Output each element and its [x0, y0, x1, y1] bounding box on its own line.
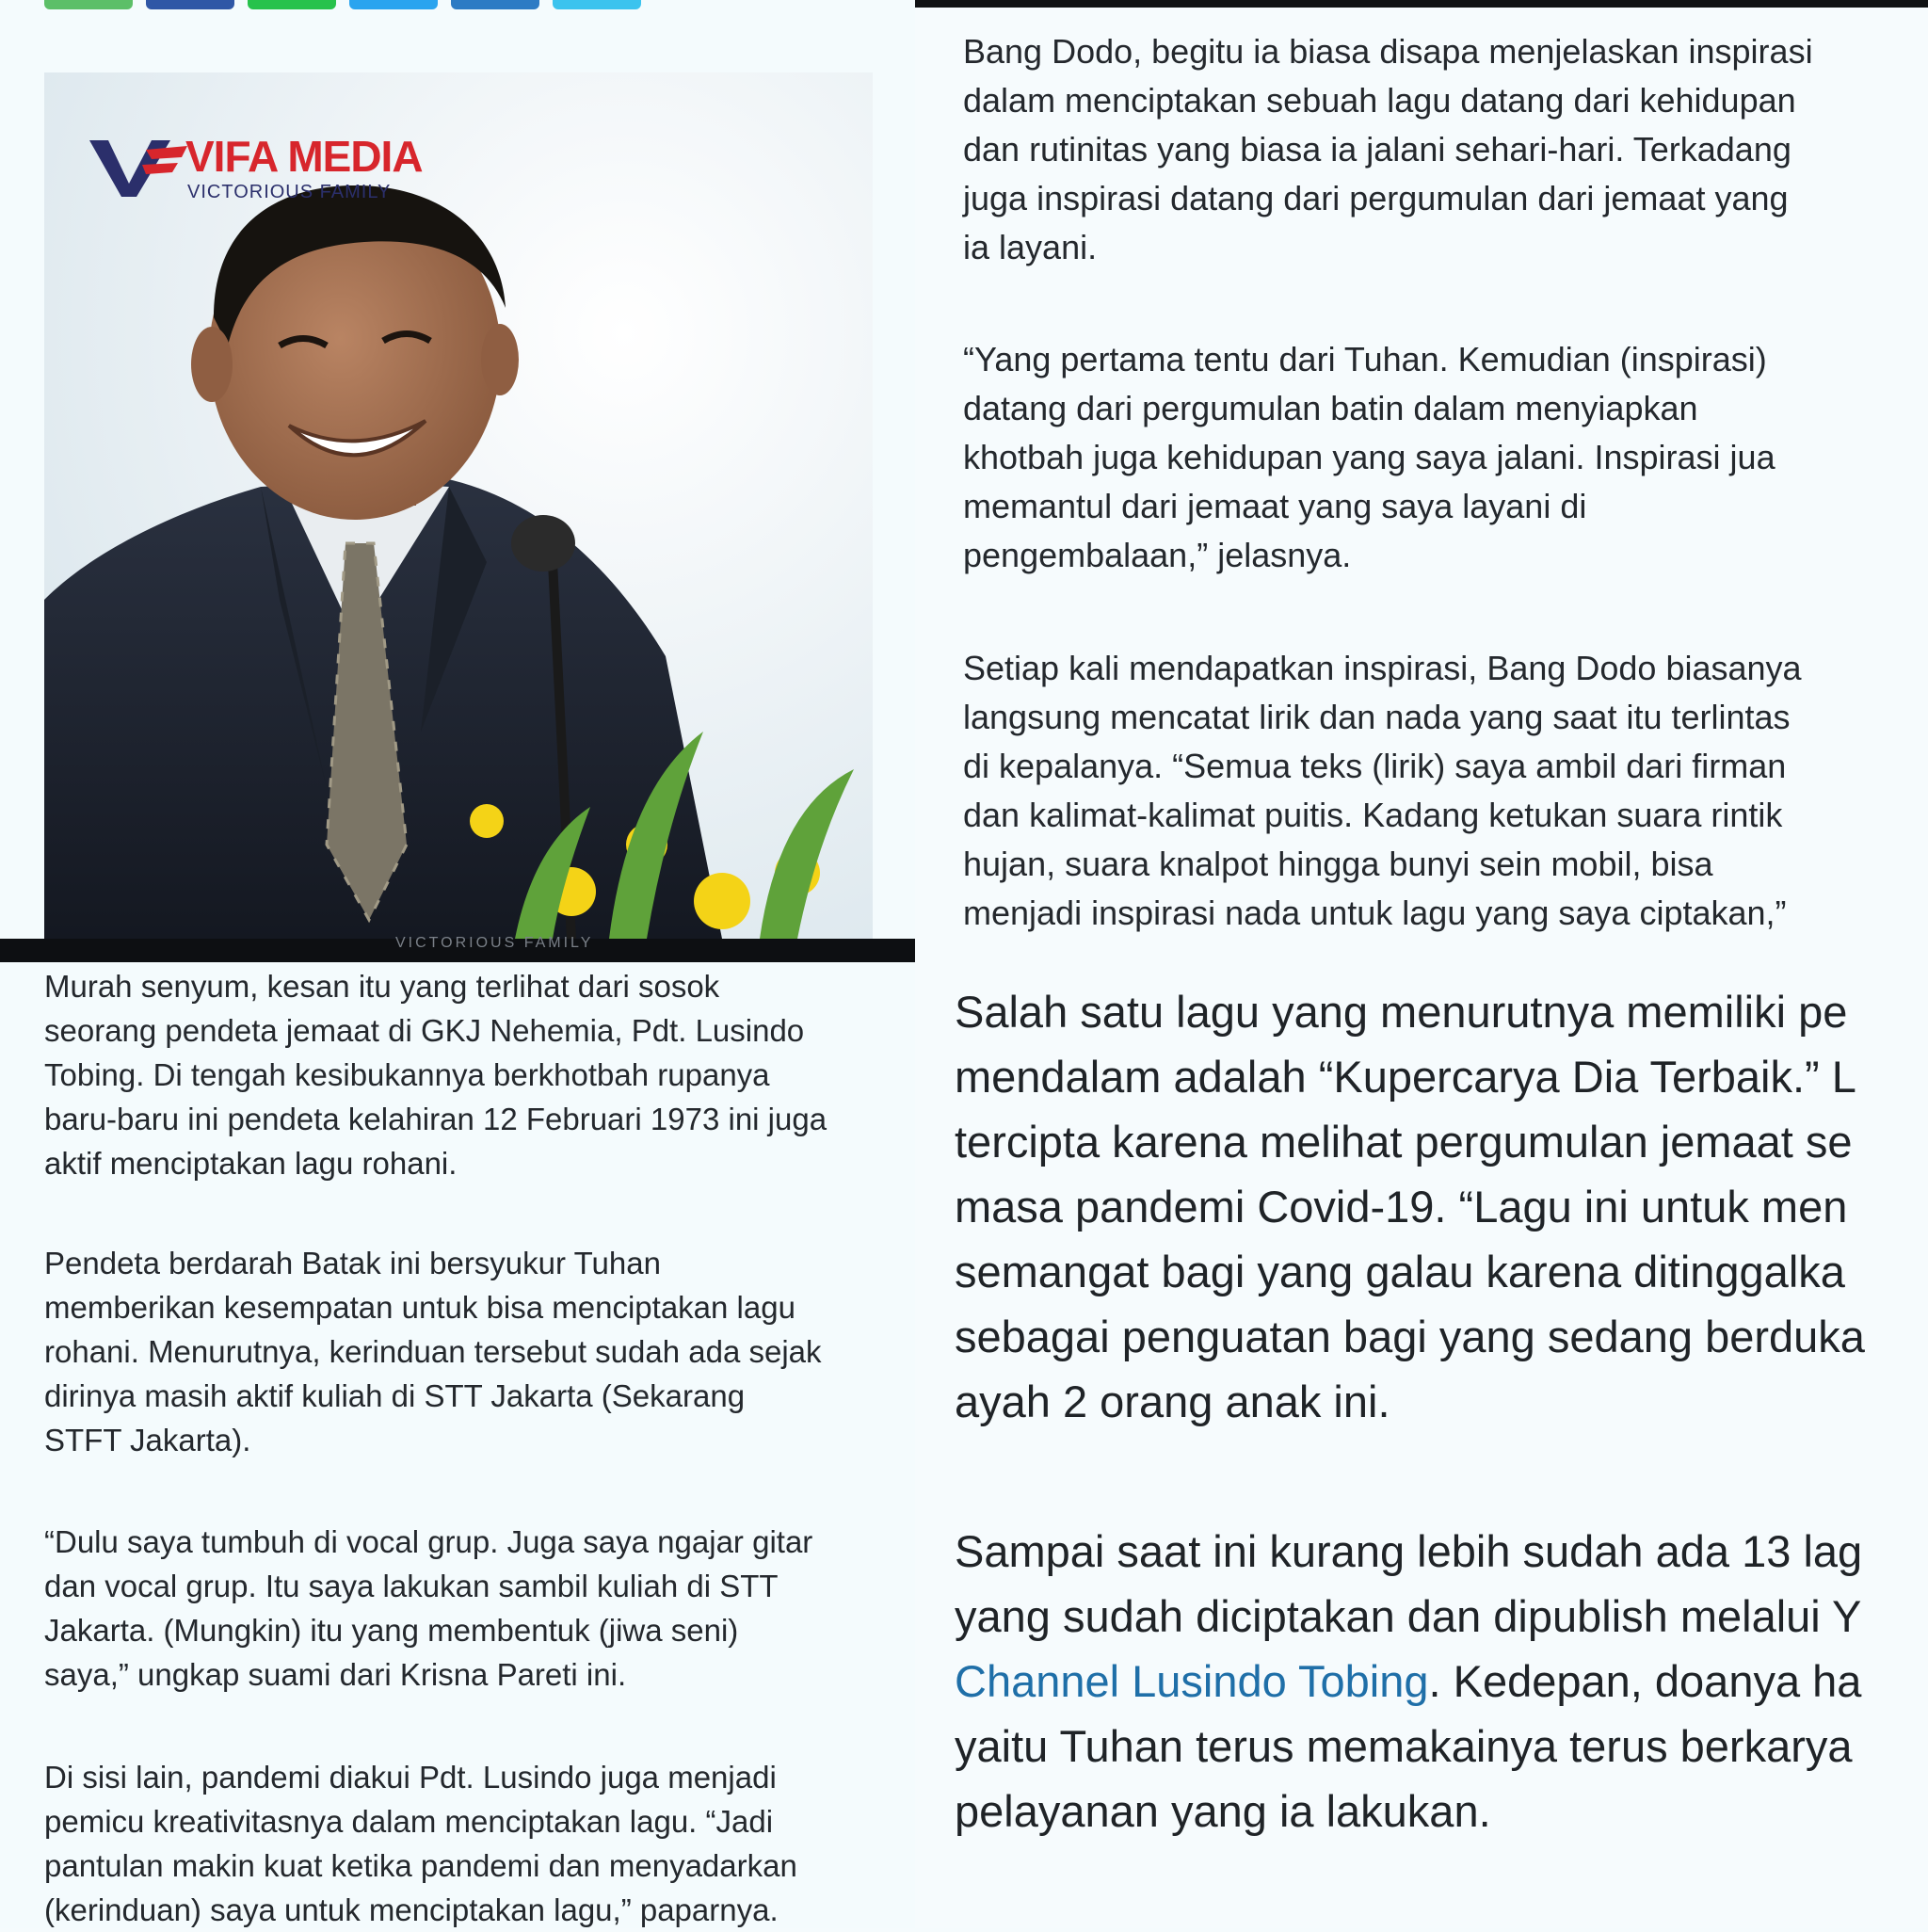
text-line: menjadi inspirasi nada untuk lagu yang saya ciptakan,”	[963, 894, 1787, 932]
right-paragraph-3	[963, 644, 1904, 938]
left-paragraph-1	[44, 964, 892, 1185]
text-line: memberikan kesempatan untuk bisa menciptakan lagu	[44, 1290, 795, 1325]
text-line: datang dari pergumulan batin dalam menyiapkan	[963, 389, 1698, 427]
text-line: Pendeta berdarah Batak ini bersyukur Tuhan	[44, 1246, 661, 1280]
vifa-logo-icon	[89, 137, 187, 199]
text-line: hujan, suara knalpot hingga bunyi sein mobil, bisa	[963, 845, 1713, 883]
brand-name: VIFA MEDIA	[185, 132, 423, 181]
text-line: mendalam adalah “Kupercarya Dia Terbaik.” L	[955, 1052, 1856, 1102]
text-line: STFT Jakarta).	[44, 1423, 251, 1457]
text-line: yaitu Tuhan terus memakainya terus berkarya	[955, 1721, 1853, 1771]
share-button-3[interactable]	[248, 0, 336, 9]
text-line: rohani. Menurutnya, kerinduan tersebut sudah ada sejak	[44, 1334, 822, 1369]
text-line: (kerinduan) saya untuk menciptakan lagu,” paparnya.	[44, 1892, 779, 1927]
left-column	[0, 0, 915, 1928]
text-line: seorang pendeta jemaat di GKJ Nehemia, Pdt. Lusindo	[44, 1013, 805, 1048]
text-line: baru-baru ini pendeta kelahiran 12 Februari 1973 ini juga	[44, 1102, 827, 1136]
text-line: Setiap kali mendapatkan inspirasi, Bang Dodo biasanya	[963, 649, 1802, 687]
left-paragraph-4	[44, 1755, 892, 1932]
text-fragment: . Kedepan, doanya ha	[1428, 1656, 1862, 1706]
text-line: semangat bagi yang galau karena ditinggalka	[955, 1247, 1845, 1296]
top-rule	[915, 0, 1928, 8]
text-line: pemicu kreativitasnya dalam menciptakan lagu. “Jadi	[44, 1804, 774, 1839]
text-line: Tobing. Di tengah kesibukannya berkhotbah rupanya	[44, 1057, 770, 1092]
text-line: pelayanan yang ia lakukan.	[955, 1786, 1491, 1836]
share-button-6[interactable]	[553, 0, 641, 9]
share-button-4[interactable]	[349, 0, 438, 9]
text-line: dirinya masih aktif kuliah di STT Jakarta (Sekarang	[44, 1378, 746, 1413]
big-paragraph-2	[955, 1519, 1928, 1843]
text-line: saya,” ungkap suami dari Krisna Pareti ini.	[44, 1657, 627, 1692]
text-line: “Dulu saya tumbuh di vocal grup. Juga saya ngajar gitar	[44, 1524, 813, 1559]
text-line: masa pandemi Covid-19. “Lagu ini untuk men	[955, 1182, 1848, 1232]
text-line: Jakarta. (Mungkin) itu yang membentuk (jiwa seni)	[44, 1613, 739, 1648]
photo-caption-bar	[0, 935, 915, 962]
share-button-1[interactable]	[44, 0, 133, 9]
text-line: aktif menciptakan lagu rohani.	[44, 1146, 458, 1181]
text-line: sebagai penguatan bagi yang sedang berduka	[955, 1312, 1865, 1361]
text-line: Murah senyum, kesan itu yang terlihat dari sosok	[44, 969, 720, 1004]
left-paragraph-2	[44, 1241, 892, 1462]
article-photo	[44, 72, 873, 939]
share-button-5[interactable]	[451, 0, 539, 9]
big-paragraph-1	[955, 979, 1928, 1434]
share-button-2[interactable]	[146, 0, 234, 9]
text-line: “Yang pertama tentu dari Tuhan. Kemudian (inspirasi)	[963, 340, 1767, 378]
text-line: Sampai saat ini kurang lebih sudah ada 13 lag	[955, 1526, 1863, 1576]
text-line: tercipta karena melihat pergumulan jemaat se	[955, 1117, 1853, 1167]
photo-caption: VICTORIOUS FAMILY	[395, 935, 594, 951]
text-line: ayah 2 orang anak ini.	[955, 1377, 1390, 1426]
text-line: dalam menciptakan sebuah lagu datang dari kehidupan	[963, 81, 1796, 120]
right-paragraph-2	[963, 335, 1904, 580]
left-paragraph-3	[44, 1520, 892, 1697]
text-line: Bang Dodo, begitu ia biasa disapa menjelaskan inspirasi	[963, 32, 1813, 71]
right-column	[915, 0, 1928, 1928]
text-line: Di sisi lain, pandemi diakui Pdt. Lusindo juga menjadi	[44, 1760, 777, 1795]
brand-tagline: VICTORIOUS FAMILY	[187, 182, 392, 202]
text-line: langsung mencatat lirik dan nada yang saat itu terlintas	[963, 698, 1791, 736]
text-line	[955, 1649, 1928, 1714]
text-line: dan rutinitas yang biasa ia jalani sehari-hari. Terkadang	[963, 130, 1791, 169]
text-line: yang sudah diciptakan dan dipublish melalui Y	[955, 1591, 1862, 1641]
text-line: Salah satu lagu yang menurutnya memiliki pe	[955, 987, 1848, 1037]
right-paragraph-1	[963, 27, 1904, 272]
text-line: dan vocal grup. Itu saya lakukan sambil kuliah di STT	[44, 1569, 779, 1603]
text-line: pengembalaan,” jelasnya.	[963, 536, 1352, 574]
text-line: juga inspirasi datang dari pergumulan dari jemaat yang	[963, 179, 1789, 217]
text-line: di kepalanya. “Semua teks (lirik) saya ambil dari firman	[963, 747, 1787, 785]
portrait-illustration	[44, 72, 873, 939]
text-line: khotbah juga kehidupan yang saya jalani. Inspirasi jua	[963, 438, 1775, 476]
text-line: dan kalimat-kalimat puitis. Kadang ketukan suara rintik	[963, 796, 1783, 834]
youtube-channel-link[interactable]: Channel Lusindo Tobing	[955, 1656, 1429, 1706]
text-line: ia layani.	[963, 228, 1098, 266]
text-line: memantul dari jemaat yang saya layani di	[963, 487, 1587, 525]
text-line: pantulan makin kuat ketika pandemi dan menyadarkan	[44, 1848, 797, 1883]
